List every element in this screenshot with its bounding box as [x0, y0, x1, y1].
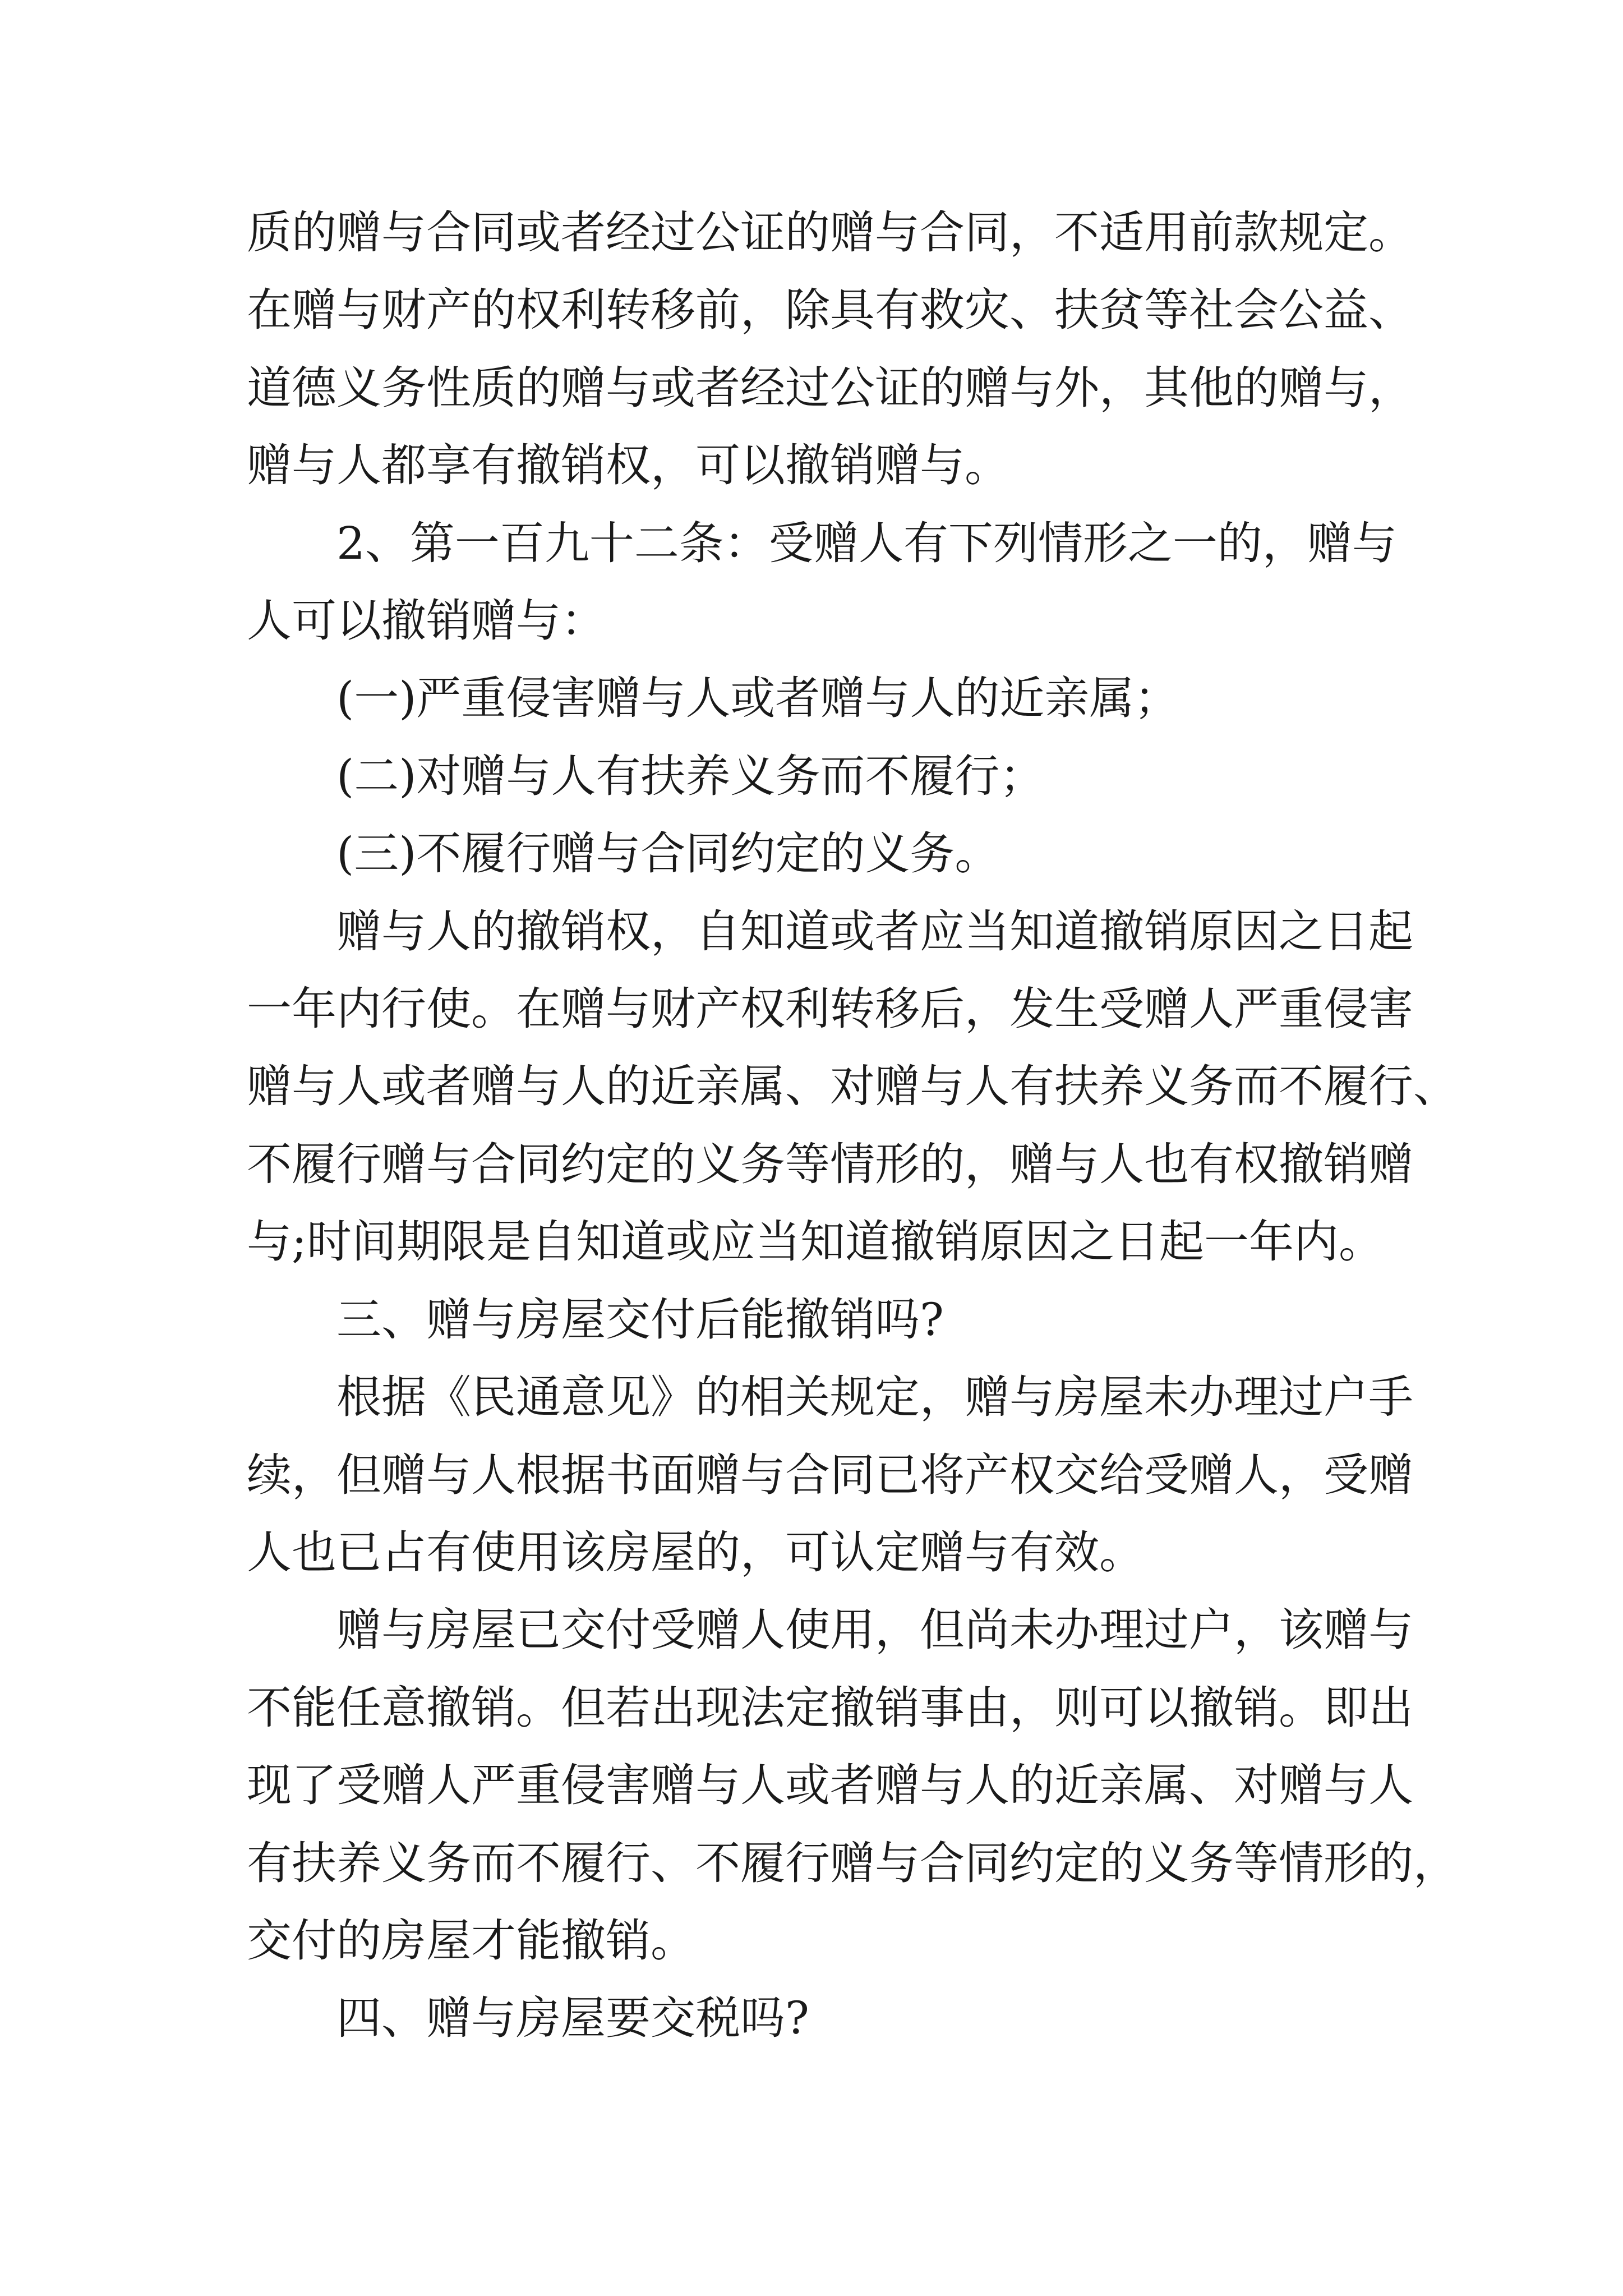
- text-line: 人也已占有使用该房屋的，可认定赠与有效。: [247, 1526, 1144, 1579]
- text-line: 赠与房屋已交付受赠人使用，但尚未办理过户，该赠与: [336, 1604, 1413, 1657]
- text-line: 续，但赠与人根据书面赠与合同已将产权交给受赠人，受赠: [247, 1448, 1413, 1501]
- text-line: 赠与人都享有撤销权，可以撤销赠与。: [247, 439, 1009, 492]
- text-line: 根据《民通意见》的相关规定，赠与房屋未办理过户手: [336, 1371, 1413, 1424]
- section-heading: 三、赠与房屋交付后能撤销吗?: [336, 1293, 944, 1346]
- text-line: (二)对赠与人有扶养义务而不履行；: [336, 749, 1045, 802]
- text-line: (一)严重侵害赠与人或者赠与人的近亲属；: [336, 672, 1179, 725]
- paragraph-6: [247, 893, 1458, 1281]
- section-heading: 四、赠与房屋要交税吗?: [336, 1992, 809, 2045]
- text-line: 与;时间期限是自知道或应当知道撤销原因之日起一年内。: [247, 1216, 1384, 1268]
- text-line: 人可以撤销赠与：: [247, 595, 606, 647]
- text-line: 不履行赠与合同约定的义务等情形的，赠与人也有权撤销赠: [247, 1138, 1413, 1190]
- text-line: 质的赠与合同或者经过公证的赠与合同，不适用前款规定。: [247, 206, 1413, 259]
- paragraph-1: [247, 194, 1413, 505]
- text-line: 现了受赠人严重侵害赠与人或者赠与人的近亲属、对赠与人: [247, 1759, 1413, 1812]
- text-line: 不能任意撤销。但若出现法定撤销事由，则可以撤销。即出: [247, 1681, 1413, 1734]
- text-line: 赠与人或者赠与人的近亲属、对赠与人有扶养义务而不履行、: [247, 1060, 1458, 1113]
- paragraph-10-heading: [247, 1980, 1385, 2057]
- text-line: 2、第一百九十二条：受赠人有下列情形之一的，赠与: [336, 517, 1397, 569]
- text-line: 有扶养义务而不履行、不履行赠与合同约定的义务等情形的，: [247, 1837, 1458, 1889]
- paragraph-7-heading: [247, 1281, 1385, 1359]
- text-line: (三)不履行赠与合同约定的义务。: [336, 827, 1000, 880]
- text-line: 在赠与财产的权利转移前，除具有救灾、扶贫等社会公益、: [247, 284, 1413, 337]
- text-line: 赠与人的撤销权，自知道或者应当知道撤销原因之日起: [336, 905, 1413, 958]
- text-line: 交付的房屋才能撤销。: [247, 1914, 695, 1967]
- paragraph-3: [247, 660, 1385, 737]
- document-body: [247, 194, 1458, 2058]
- paragraph-2: [247, 505, 1397, 660]
- paragraph-9: [247, 1591, 1458, 1980]
- paragraph-5: [247, 815, 1385, 892]
- paragraph-8: [247, 1359, 1413, 1591]
- text-line: 道德义务性质的赠与或者经过公证的赠与外，其他的赠与，: [247, 361, 1413, 414]
- paragraph-4: [247, 738, 1385, 815]
- text-line: 一年内行使。在赠与财产权利转移后，发生受赠人严重侵害: [247, 983, 1413, 1036]
